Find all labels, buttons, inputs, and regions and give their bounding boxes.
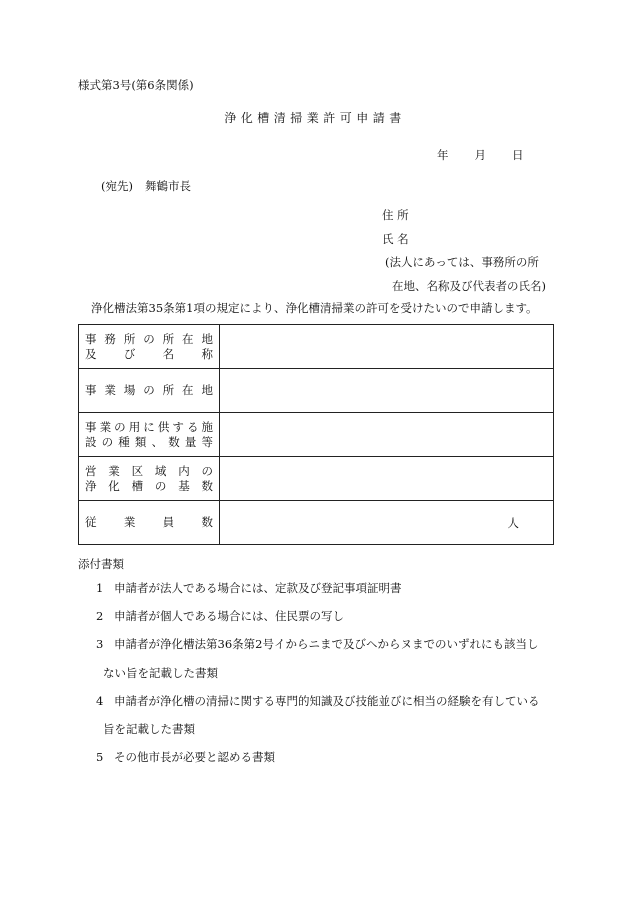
application-statement: 浄化槽法第35条第1項の規定により、浄化槽清掃業の許可を受けたいので申請します。 xyxy=(91,301,538,315)
attachment-text: 申請者が個人である場合には、住民票の写し xyxy=(114,609,344,623)
attachment-number: 5 xyxy=(96,750,104,764)
attachment-number: 3 xyxy=(96,637,104,651)
row-label xyxy=(79,325,220,369)
attachment-number: 1 xyxy=(96,581,104,595)
row-value-field[interactable] xyxy=(220,369,554,413)
attachment-item xyxy=(96,695,540,709)
date-day: 日 xyxy=(512,148,524,162)
attachment-text: 旨を記載した書類 xyxy=(103,722,195,736)
attachment-text: その他市長が必要と認める書類 xyxy=(114,750,275,764)
row-label-line: 及 び 名 称 xyxy=(85,346,213,361)
form-number: 様式第3号(第6条関係) xyxy=(78,78,194,92)
attachment-item xyxy=(96,751,275,765)
attachments-heading: 添付書類 xyxy=(78,557,124,571)
attachment-item-continued xyxy=(103,667,218,681)
addressee-prefix: (宛先) xyxy=(101,179,133,193)
row-label-line: 設 の 種 類 、 数 量 等 xyxy=(85,434,213,449)
row-value-field[interactable]: 人 xyxy=(220,501,554,545)
attachment-text: 申請者が浄化槽法第36条第2号イからニまで及びヘからヌまでのいずれにも該当し xyxy=(114,637,539,651)
document-title: 浄化槽清掃業許可申請書 xyxy=(224,111,406,125)
table-row xyxy=(79,501,554,545)
applicant-address-label: 住 所 xyxy=(382,208,409,222)
row-value-field[interactable] xyxy=(220,457,554,501)
row-label-line: 営 業 区 域 内 の xyxy=(85,463,213,478)
applicant-note-line2: 在地、名称及び代表者の氏名) xyxy=(392,279,546,293)
row-label xyxy=(79,501,220,545)
attachment-number: 4 xyxy=(96,694,104,708)
table-row xyxy=(79,325,554,369)
attachment-item xyxy=(96,610,344,624)
attachment-text: ない旨を記載した書類 xyxy=(103,666,218,680)
row-label xyxy=(79,457,220,501)
date-line xyxy=(437,149,524,163)
row-label-line: 事 業 の 用 に 供 す る 施 xyxy=(85,419,213,434)
applicant-name-label: 氏 名 xyxy=(382,232,409,246)
attachment-number: 2 xyxy=(96,609,104,623)
row-label xyxy=(79,369,220,413)
row-value-field[interactable] xyxy=(220,325,554,369)
table-row xyxy=(79,457,554,501)
row-label-line: 事 業 場 の 所 在 地 xyxy=(85,383,213,397)
attachment-text: 申請者が法人である場合には、定款及び登記事項証明書 xyxy=(114,581,402,595)
table-row xyxy=(79,413,554,457)
row-label-line: 従 業 員 数 xyxy=(85,515,213,529)
row-value-field[interactable] xyxy=(220,413,554,457)
applicant-note-line1: (法人にあっては、事務所の所 xyxy=(385,255,539,269)
date-year: 年 xyxy=(437,148,449,162)
attachment-item xyxy=(96,638,538,652)
addressee xyxy=(101,180,191,194)
addressee-name: 舞鶴市長 xyxy=(144,179,191,193)
row-label xyxy=(79,413,220,457)
row-label-line: 事 務 所 の 所 在 地 xyxy=(85,331,213,346)
attachment-text: 申請者が浄化槽の清掃に関する専門的知識及び技能並びに相当の経験を有している xyxy=(114,694,540,708)
row-label-line: 浄 化 槽 の 基 数 xyxy=(85,478,213,493)
attachment-item-continued xyxy=(103,723,195,737)
application-table xyxy=(78,324,554,545)
attachment-item xyxy=(96,582,402,596)
table-row xyxy=(79,369,554,413)
date-month: 月 xyxy=(474,148,486,162)
